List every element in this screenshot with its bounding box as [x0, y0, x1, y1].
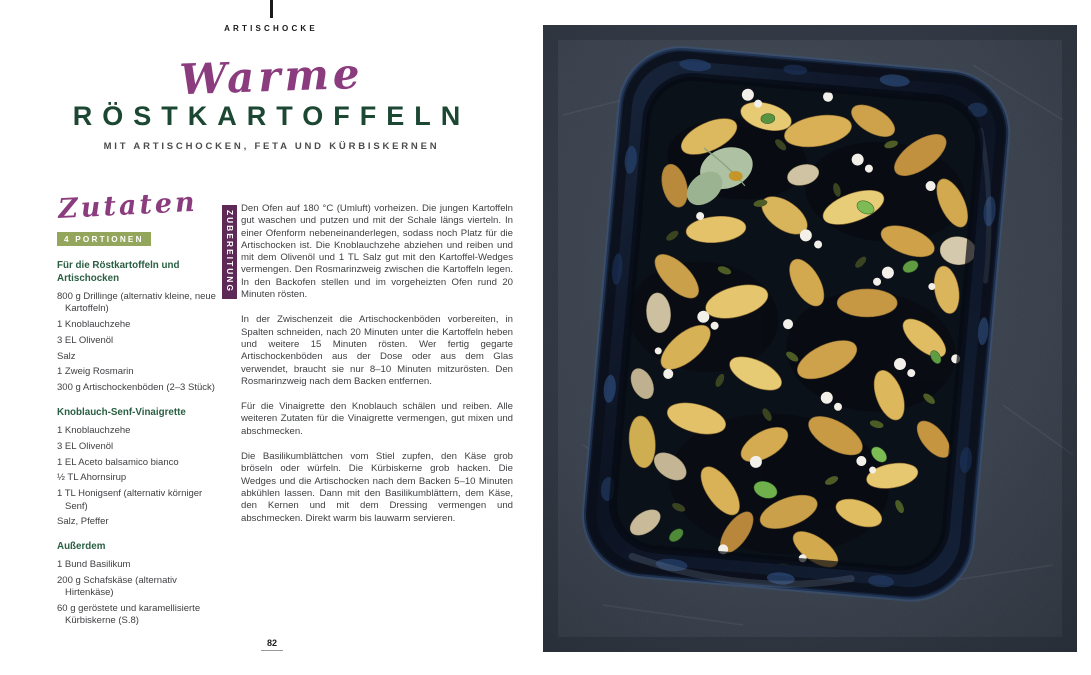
ingredient-group: [57, 260, 220, 395]
method-paragraph: Für die Vinaigrette den Knoblauch schälen und reiben. Alle weiteren Zutaten für die Vinaigrette vermengen, gut mixen und abschmecken.: [241, 401, 513, 437]
ingredient-item: 3 EL Olivenöl: [57, 334, 114, 346]
ingredient-group-title: Für die Röstkartoffeln und Artischocken: [57, 260, 180, 284]
ingredients-heading: Zutaten: [57, 186, 199, 225]
method-column: [222, 203, 513, 538]
ingredient-item: 1 Bund Basilikum: [57, 559, 131, 571]
ingredient-item: 300 g Artischockenböden (2–3 Stück): [57, 382, 215, 394]
ingredient-item: 800 g Drillinge (alternativ kleine, neue Kartoffeln): [57, 291, 216, 315]
dish-photo-illustration: [543, 25, 1077, 652]
ingredient-group: [57, 541, 220, 628]
ingredient-group-title: Außerdem: [57, 540, 106, 552]
ingredient-item: 1 Zweig Rosmarin: [57, 366, 134, 378]
ingredient-item: 1 EL Aceto balsamico bianco: [57, 456, 179, 468]
ingredient-item: 1 TL Honigsenf (alternativ körniger Senf): [57, 488, 203, 512]
chapter-label: ARTISCHOCKE: [224, 24, 318, 33]
method-paragraph: Die Basilikumblättchen vom Stiel zupfen, den Käse grob bröseln oder würfeln. Die Kürbiskerne grob hacken. Die Wedges und die Artischocken nach dem Backen 5–10 Minuten abkühlen lassen. Dann mit den Basilikumblättern, dem Käse, den Kernen und mit dem Dressing vermengen und abschmecken. Direkt warm bis lauwarm servieren.: [241, 451, 513, 524]
roasting-pan: [579, 43, 1014, 605]
ingredient-group: [57, 407, 220, 529]
recipe-title-script: Warme: [178, 48, 365, 105]
portions-badge: 4 PORTIONEN: [57, 232, 151, 246]
ingredient-item: 200 g Schafskäse (alternativ Hirtenkäse): [57, 574, 177, 599]
recipe-title: RÖSTKARTOFFELN: [72, 101, 471, 131]
ingredient-item: 1 Knoblauchzehe: [57, 319, 131, 331]
ingredients-column: [57, 186, 220, 631]
ingredient-item: ½ TL Ahornsirup: [57, 472, 127, 484]
preparation-text: [241, 203, 513, 525]
ingredient-item: Salz: [57, 350, 76, 362]
method-paragraph: In der Zwischenzeit die Artischockenböden vorbereiten, in Spalten schneiden, nach 20 Minuten unter die Kartoffeln heben und weitere 15 Minuten rösten. Wer fertig gegarte Artischockenböden aus der Dose oder aus dem Glas verwendet, braucht sie nur 8–10 Minuten mitzurösten. Den Rosmarinzweig nach dem Backen entfernen.: [241, 314, 513, 387]
chapter-marker-line: [270, 0, 273, 18]
ingredient-group-title: Knoblauch-Senf-Vinaigrette: [57, 406, 186, 418]
method-paragraph: Den Ofen auf 180 °C (Umluft) vorheizen. Die jungen Kartoffeln gut waschen und putzen und mit der Schale längs vierteln. In einer Ofenform nebeneinanderlegen, sodass noch Platz für die Artischocken ist. Die Knoblauchzehe abziehen und reiben und mit dem Olivenöl und 1 TL Salz gut mit den Kartoffel-Wedges vermengen. Den Rosmarinzweig zwischen die Kartoffeln legen. In den Backofen stellen und im vorgeheizten Ofen rund 20 Minuten rösten.: [241, 203, 513, 301]
recipe-subtitle: MIT ARTISCHOCKEN, FETA UND KÜRBISKERNEN: [103, 141, 440, 152]
page-number: 82: [232, 633, 312, 651]
ingredient-item: 3 EL Olivenöl: [57, 440, 114, 452]
ingredient-item: 60 g geröstete und karamellisierte Kürbiskerne (S.8): [57, 603, 201, 627]
preparation-tab: ZUBEREITUNG: [222, 205, 237, 299]
dish-photo: [543, 25, 1077, 652]
ingredient-item: 1 Knoblauchzehe: [57, 425, 131, 437]
ingredient-item: Salz, Pfeffer: [57, 516, 109, 528]
